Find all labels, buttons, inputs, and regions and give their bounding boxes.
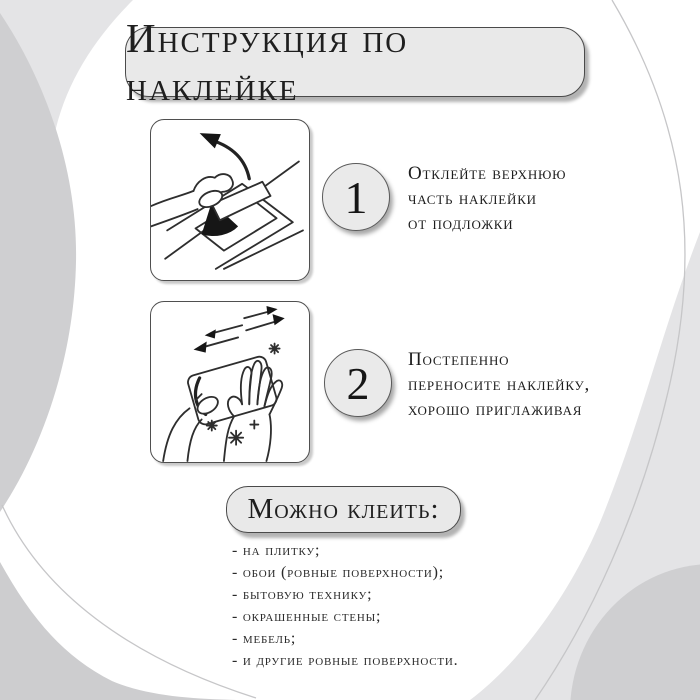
- step2-line2: переносите наклейку,: [408, 374, 591, 395]
- step2-illustration-box: [150, 301, 310, 463]
- smooth-sticker-illustration: [151, 302, 309, 462]
- list-item: - на плитку;: [232, 542, 321, 559]
- step1-number: 1: [344, 171, 368, 223]
- decor-bottom-left-wedge: [0, 562, 236, 700]
- page-title: Инструкция по наклейке: [126, 15, 409, 109]
- step2-text: [408, 347, 590, 422]
- step2-line3: хорошо приглаживая: [408, 399, 583, 420]
- step1-number-badge: [322, 163, 390, 231]
- step1-text: [408, 161, 566, 236]
- surfaces-banner: [226, 486, 461, 533]
- step1-line2: часть наклейки: [408, 188, 537, 209]
- list-item: - обои (ровные поверхности);: [232, 564, 444, 581]
- title-banner: [125, 15, 585, 109]
- list-item: - окрашенные стены;: [232, 608, 382, 625]
- peel-sticker-illustration: [151, 120, 309, 280]
- list-item: - бытовую технику;: [232, 586, 373, 603]
- step1-line3: от подложки: [408, 213, 514, 234]
- list-item: - мебель;: [232, 630, 297, 647]
- step2-number: 2: [346, 357, 370, 409]
- step2-line1: Постепенно: [408, 349, 510, 370]
- step1-illustration-box: [150, 119, 310, 281]
- step1-line1: Отклейте верхнюю: [408, 163, 567, 184]
- list-item: - и другие ровные поверхности.: [232, 652, 459, 669]
- surfaces-list: [232, 540, 458, 672]
- surfaces-heading: Можно клеить:: [247, 493, 440, 525]
- step2-number-badge: [324, 349, 392, 417]
